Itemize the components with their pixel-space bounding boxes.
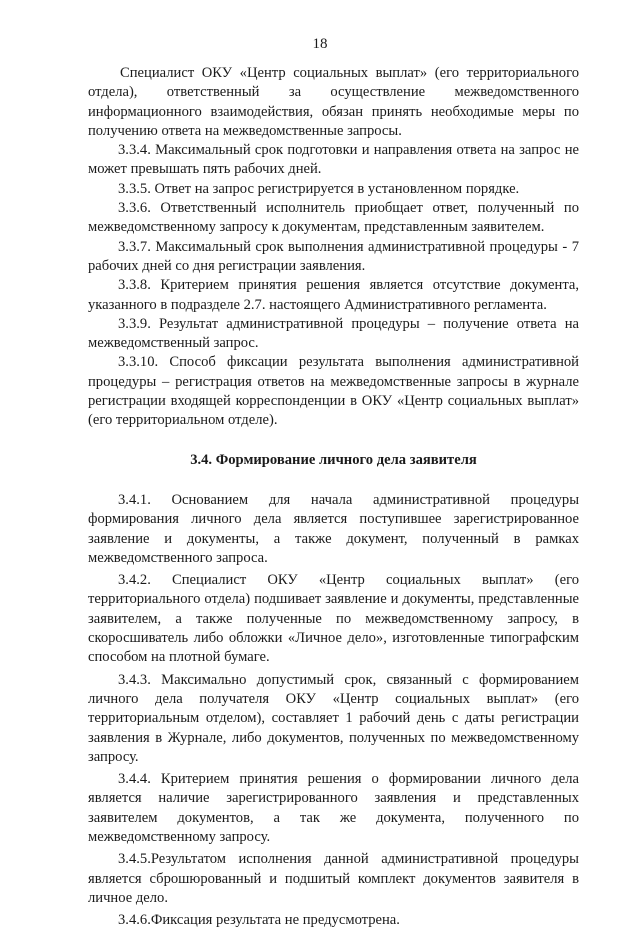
paragraph-3-4-2: 3.4.2. Специалист ОКУ «Центр социальных выплат» (его территориального отдела) подшивает заявление и документы, представленные заявителем, а также полученные по межведомственному запросу, в скоросшиватель либо обложки «Личное дело», изготовленные типографским способом на плотной бумаге. — [88, 572, 579, 666]
paragraph-3-4-5: 3.4.5.Результатом исполнения данной административной процедуры является сброшюрованный и подшитый комплект документов заявителя в личное дело. — [88, 851, 579, 906]
section-3-3-continuation — [88, 64, 579, 431]
paragraph: Специалист ОКУ «Центр социальных выплат» (его территориального отдела), ответственный за осуществление межведомственного информационного взаимодействия, обязан принять необходимые меры по получению ответа на межведомственные запросы. — [88, 65, 579, 139]
paragraph-3-3-9: 3.3.9. Результат административной процедуры – получение ответа на межведомственный запрос. — [88, 315, 579, 352]
paragraph-3-4-3: 3.4.3. Максимально допустимый срок, связанный с формированием личного дела получателя ОКУ «Центр социальных выплат» (его территориальным отделом), составляет 1 рабочий день с даты регистрации заявления в Журнале, либо документов, полученных по межведомственному запросу. — [88, 671, 579, 765]
paragraph-3-4-6: 3.4.6.Фиксация результата не предусмотрена. — [118, 912, 400, 929]
paragraph-3-3-8: 3.3.8. Критерием принятия решения является отсутствие документа, указанного в подразделе 2.7. настоящего Административного регламента. — [88, 277, 579, 313]
paragraph-3-3-6: 3.3.6. Ответственный исполнитель приобщает ответ, полученный по межведомственному запросу к документам, представленным заявителем. — [88, 200, 579, 236]
paragraph-3-3-7: 3.3.7. Максимальный срок выполнения административной процедуры - 7 рабочих дней со дня регистрации заявления. — [88, 238, 579, 274]
page-number: 18 — [312, 36, 328, 52]
section-heading: 3.4. Формирование личного дела заявителя — [190, 451, 477, 468]
section-3-4 — [88, 491, 579, 931]
paragraph-3-3-4: 3.3.4. Максимальный срок подготовки и направления ответа на запрос не может превышать пять рабочих дней. — [88, 142, 579, 178]
document-body — [88, 64, 579, 933]
paragraph-3-4-1: 3.4.1. Основанием для начала административной процедуры формирования личного дела является поступившее зарегистрированное заявление и документы, а также документ, полученный в рамках межведомственного запроса. — [88, 491, 579, 566]
paragraph-3-3-5: 3.3.5. Ответ на запрос регистрируется в установленном порядке. — [118, 180, 520, 197]
paragraph-3-4-4: 3.4.4. Критерием принятия решения о формировании личного дела является наличие зарегистрированного заявления и представленных заявителем документов, а так же документа, полученного по межведомственному запросу. — [88, 771, 579, 845]
paragraph-3-3-10: 3.3.10. Способ фиксации результата выполнения административной процедуры – регистрация ответов на межведомственные запросы в журнале регистрации входящей корреспонденции в ОКУ «Центр социальных выплат» (его территориальном отделе). — [88, 354, 579, 429]
